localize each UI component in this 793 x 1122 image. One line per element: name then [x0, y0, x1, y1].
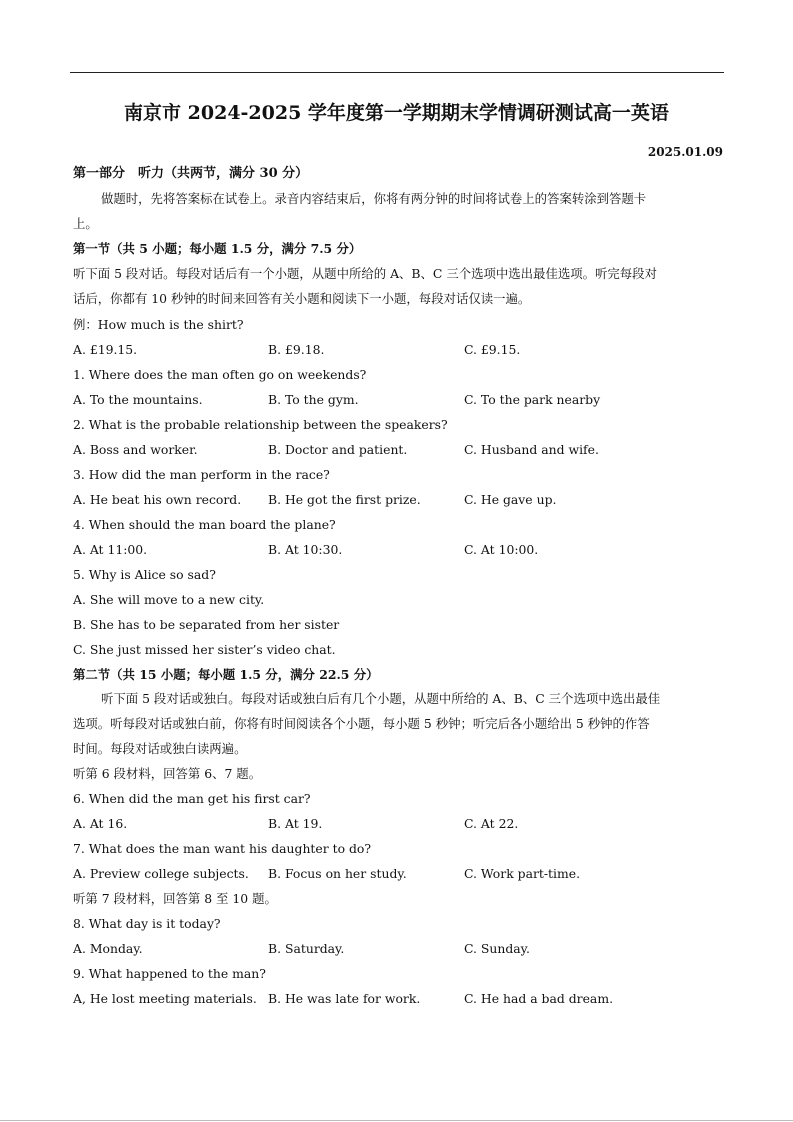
- exam-date: 2025.01.09: [647, 145, 723, 159]
- example-option-a: A. £19.15.: [73, 342, 138, 357]
- question-4: 4. When should the man board the plane?: [73, 517, 336, 532]
- section1-heading: 第一节（共 5 小题；每小题 1.5 分，满分 7.5 分）: [73, 241, 362, 256]
- question-8: 8. What day is it today?: [73, 916, 221, 931]
- q4-option-a: A. At 11:00.: [73, 542, 148, 557]
- example-option-b: B. £9.18.: [268, 342, 325, 357]
- part1-intro-line2: 上。: [73, 216, 98, 231]
- q1-option-a: A. To the mountains.: [73, 392, 203, 407]
- bottom-rule: [0, 1120, 793, 1121]
- q3-option-c: C. He gave up.: [464, 492, 557, 507]
- section2-intro-line3: 时间。每段对话或独白读两遍。: [73, 741, 247, 756]
- question-9: 9. What happened to the man?: [73, 966, 266, 981]
- example-option-c: C. £9.15.: [464, 342, 521, 357]
- question-6: 6. When did the man get his first car?: [73, 791, 311, 806]
- q8-option-c: C. Sunday.: [464, 941, 530, 956]
- q8-option-a: A. Monday.: [73, 941, 143, 956]
- q2-option-b: B. Doctor and patient.: [268, 442, 408, 457]
- question-2: 2. What is the probable relationship between the speakers?: [73, 417, 448, 432]
- section2-intro-line1: 听下面 5 段对话或独白。每段对话或独白后有几个小题，从题中所给的 A、B、C 三个选项中选出最佳: [101, 691, 661, 706]
- q1-option-c: C. To the park nearby: [464, 392, 601, 407]
- top-rule: [70, 72, 724, 73]
- section1-intro-line2: 话后，你都有 10 秒钟的时间来回答有关小题和阅读下一小题，每段对话仅读一遍。: [73, 291, 531, 306]
- q9-option-a: A, He lost meeting materials.: [73, 991, 257, 1006]
- q4-option-c: C. At 10:00.: [464, 542, 539, 557]
- q7-option-c: C. Work part-time.: [464, 866, 581, 881]
- material-6-instruction: 听第 6 段材料，回答第 6、7 题。: [73, 766, 262, 781]
- q2-option-c: C. Husband and wife.: [464, 442, 599, 457]
- q6-option-b: B. At 19.: [268, 816, 323, 831]
- q7-option-a: A. Preview college subjects.: [73, 866, 249, 881]
- question-1: 1. Where does the man often go on weekends?: [73, 367, 367, 382]
- q7-option-b: B. Focus on her study.: [268, 866, 407, 881]
- q4-option-b: B. At 10:30.: [268, 542, 343, 557]
- q2-option-a: A. Boss and worker.: [73, 442, 198, 457]
- material-7-instruction: 听第 7 段材料，回答第 8 至 10 题。: [73, 891, 277, 906]
- q3-option-a: A. He beat his own record.: [73, 492, 242, 507]
- q3-option-b: B. He got the first prize.: [268, 492, 421, 507]
- q5-option-b: B. She has to be separated from her sister: [73, 617, 340, 632]
- q5-option-a: A. She will move to a new city.: [73, 592, 265, 607]
- question-5: 5. Why is Alice so sad?: [73, 567, 216, 582]
- section1-intro-line1: 听下面 5 段对话。每段对话后有一个小题，从题中所给的 A、B、C 三个选项中选出最佳选项。听完每段对: [73, 266, 657, 281]
- q9-option-b: B. He was late for work.: [268, 991, 421, 1006]
- example-question: 例：How much is the shirt?: [73, 317, 244, 332]
- part1-heading: 第一部分 听力（共两节，满分 30 分）: [73, 166, 309, 181]
- q8-option-b: B. Saturday.: [268, 941, 345, 956]
- section2-heading: 第二节（共 15 小题；每小题 1.5 分，满分 22.5 分）: [73, 667, 379, 682]
- page-title: 南京市 2024-2025 学年度第一学期期末学情调研测试高一英语: [124, 102, 669, 124]
- question-3: 3. How did the man perform in the race?: [73, 467, 330, 482]
- q1-option-b: B. To the gym.: [268, 392, 359, 407]
- part1-intro-line1: 做题时，先将答案标在试卷上。录音内容结束后，你将有两分钟的时间将试卷上的答案转涂到答题卡: [101, 191, 647, 206]
- question-7: 7. What does the man want his daughter to do?: [73, 841, 372, 856]
- q6-option-c: C. At 22.: [464, 816, 519, 831]
- q9-option-c: C. He had a bad dream.: [464, 991, 614, 1006]
- section2-intro-line2: 选项。听每段对话或独白前，你将有时间阅读各个小题，每小题 5 秒钟；听完后各小题给出 5 秒钟的作答: [73, 716, 650, 731]
- q5-option-c: C. She just missed her sister’s video chat.: [73, 642, 336, 657]
- q6-option-a: A. At 16.: [73, 816, 128, 831]
